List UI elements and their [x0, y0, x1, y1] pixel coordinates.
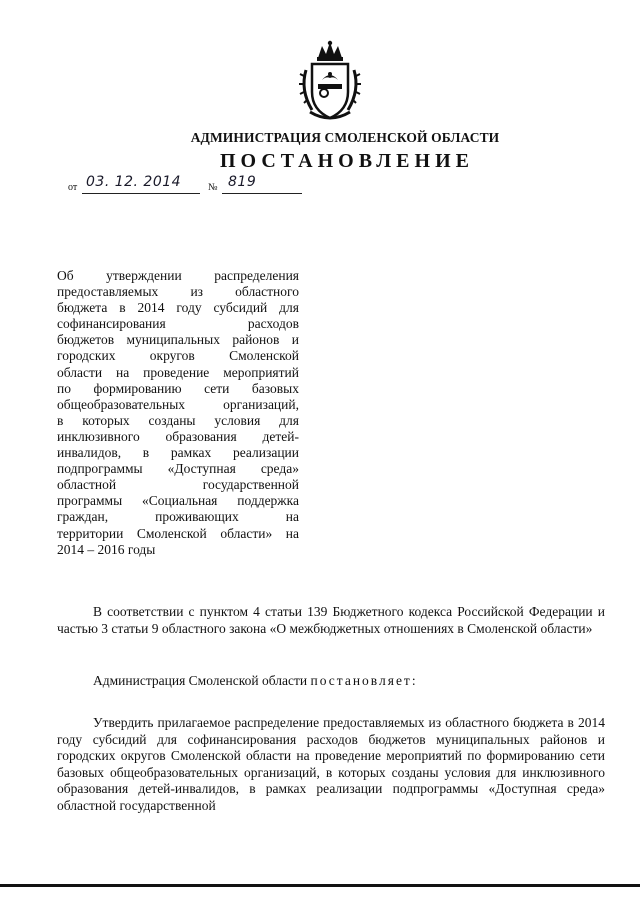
subject-block — [57, 268, 299, 558]
subject-line: областной государственной — [57, 477, 299, 493]
subject-line: территории Смоленской области» на — [57, 525, 299, 541]
date-value: 03. 12. 2014 — [86, 174, 182, 190]
subject-line: бюджета в 2014 году субсидий для — [57, 300, 299, 316]
date-prefix: от — [68, 182, 78, 193]
subject-line: программы «Социальная поддержка — [57, 493, 299, 509]
preamble-paragraph: В соответствии с пунктом 4 статьи 139 Бюджетного кодекса Российской Федерации и частью 3 статьи 9 областного закона «О межбюджетных отношениях в Смоленской области» — [57, 604, 605, 636]
organization-name: АДМИНИСТРАЦИЯ СМОЛЕНСКОЙ ОБЛАСТИ — [190, 130, 500, 145]
subject-line: инклюзивного образования детей- — [57, 428, 299, 444]
coat-of-arms-emblem — [298, 40, 362, 124]
subject-line: городских округов Смоленской — [57, 348, 299, 364]
subject-line: 2014 – 2016 годы — [57, 541, 156, 557]
subject-line: по формированию сети базовых — [57, 380, 299, 396]
resolution-paragraph — [57, 673, 605, 690]
resolution-prefix: Администрация Смоленской области — [93, 673, 311, 688]
date-underline — [82, 193, 200, 194]
resolution-emphasis: постановляет: — [310, 673, 418, 688]
document-type-title: ПОСТАНОВЛЕНИЕ — [220, 150, 474, 172]
date-number-line — [68, 176, 308, 198]
subject-line: граждан, проживающих на — [57, 509, 299, 525]
number-underline — [222, 193, 302, 194]
subject-line: области на проведение мероприятий — [57, 364, 299, 380]
subject-line: Об утверждении распределения — [57, 268, 299, 283]
subject-line: инвалидов, в рамках реализации — [57, 445, 299, 461]
number-prefix: № — [208, 182, 218, 193]
approval-paragraph: Утвердить прилагаемое распределение предоставляемых из областного бюджета в 2014 году субсидий для софинансирования расходов бюджетов муниципальных районов и городских округов Смоленской области на проведение мероприятий по формированию сети базовых общеобразовательных организаций, в которых созданы условия для инклюзивного образования детей-инвалидов, в рамках реализации подпрограммы «Доступная среда» областной государственной — [57, 715, 605, 813]
subject-line: в которых созданы условия для — [57, 412, 299, 428]
subject-line: бюджетов муниципальных районов и — [57, 332, 299, 348]
subject-line: общеобразовательных организаций, — [57, 396, 299, 412]
page-bottom-edge — [0, 884, 640, 887]
subject-line: подпрограммы «Доступная среда» — [57, 461, 299, 477]
subject-line: софинансирования расходов — [57, 316, 299, 332]
subject-line: предоставляемых из областного — [57, 284, 299, 300]
number-value: 819 — [228, 174, 257, 190]
